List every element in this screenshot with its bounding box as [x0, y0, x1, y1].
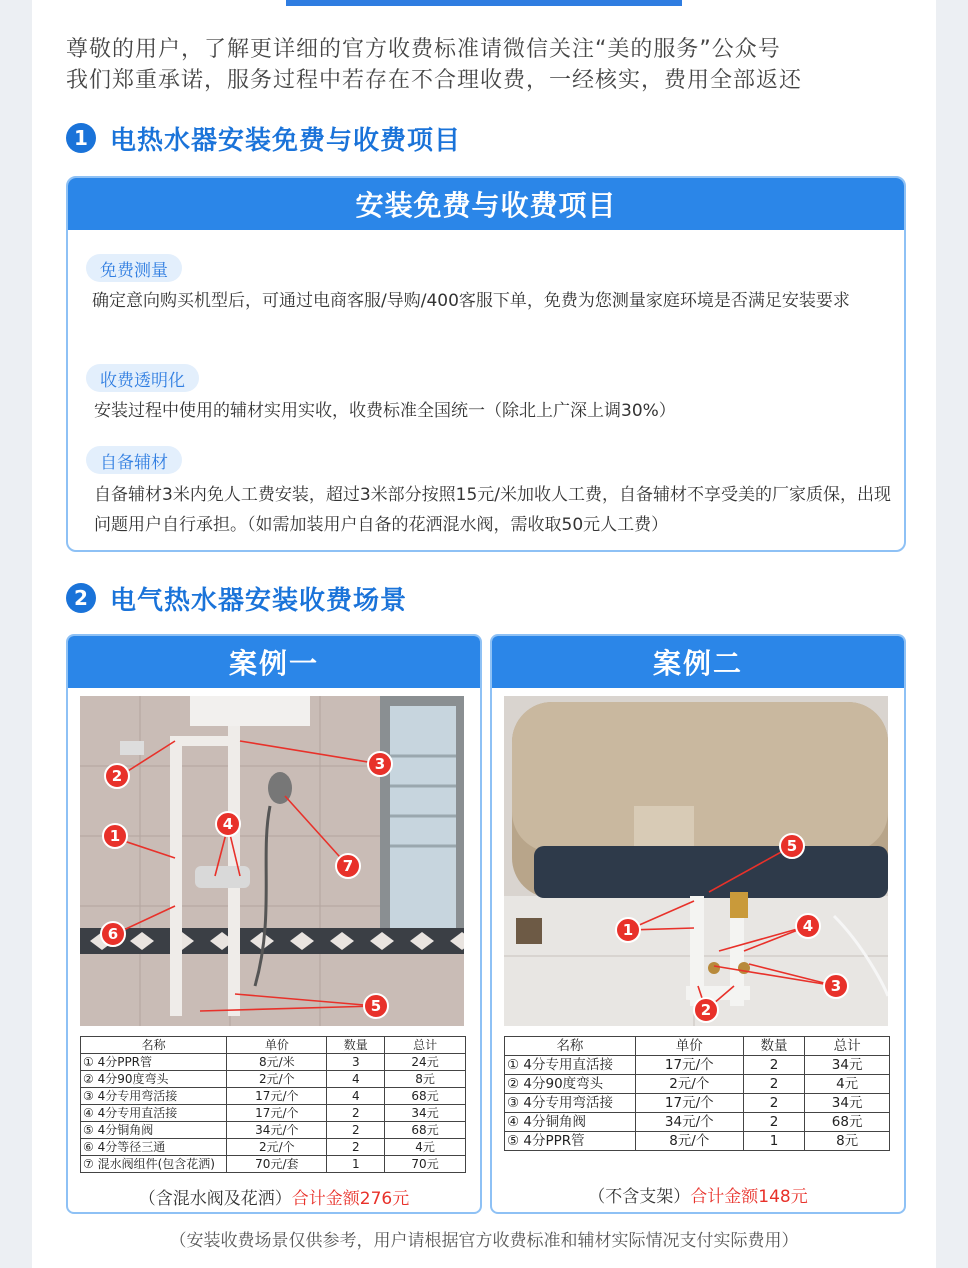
svg-text:3: 3: [374, 755, 386, 773]
case-2-price-table: [504, 1036, 890, 1151]
col-name: 名称: [81, 1037, 227, 1054]
section-2-heading: [66, 578, 407, 618]
notice-line-2: 我们郑重承诺，服务过程中若存在不合理收费，一经核实，费用全部返还: [66, 68, 803, 93]
cell-total: 34元: [385, 1105, 466, 1122]
table-row: [81, 1071, 466, 1088]
section-1-title: 电热水器安装免费与收费项目: [110, 125, 462, 156]
cell-name: ⑥ 4分等径三通: [81, 1139, 227, 1156]
cell-price: 2元/个: [227, 1071, 327, 1088]
cell-total: 34元: [805, 1094, 890, 1113]
svg-text:2: 2: [700, 1001, 712, 1019]
table-row: [81, 1105, 466, 1122]
svg-text:1: 1: [622, 921, 634, 939]
section-2-number: 2: [66, 583, 96, 613]
cell-name: ③ 4分专用弯活接: [81, 1088, 227, 1105]
page: [32, 0, 936, 1268]
case-1-title: 案例一: [68, 636, 480, 688]
table-row: [505, 1056, 890, 1075]
cell-qty: 2: [743, 1075, 805, 1094]
case-1-marker-5: [364, 994, 388, 1018]
table-header-row: [505, 1037, 890, 1056]
case-2-total: 合计金额148元: [690, 1187, 808, 1207]
cell-price: 8元/个: [635, 1132, 743, 1151]
cell-name: ⑤ 4分PPR管: [505, 1132, 636, 1151]
cell-price: 70元/套: [227, 1156, 327, 1173]
svg-text:7: 7: [342, 857, 354, 875]
cell-name: ② 4分90度弯头: [505, 1075, 636, 1094]
case-2-marker-5: [780, 834, 804, 858]
cell-qty: 4: [327, 1071, 385, 1088]
cell-total: 68元: [385, 1088, 466, 1105]
table-row: [505, 1094, 890, 1113]
cell-price: 34元/个: [635, 1113, 743, 1132]
cell-total: 4元: [805, 1075, 890, 1094]
case-1-marker-3: [368, 752, 392, 776]
case-1-marker-2: [105, 764, 129, 788]
case-1-marker-7: [336, 854, 360, 878]
svg-text:5: 5: [786, 837, 798, 855]
case-2-summary: [492, 1182, 904, 1207]
case-2-card: [490, 634, 906, 1214]
cell-name: ④ 4分专用直活接: [81, 1105, 227, 1122]
tag-transparent-fee: 收费透明化: [86, 364, 199, 392]
case-2-marker-4: [796, 914, 820, 938]
cell-name: ① 4分专用直活接: [505, 1056, 636, 1075]
svg-text:2: 2: [111, 767, 123, 785]
table-row: [81, 1156, 466, 1173]
cell-price: 2元/个: [635, 1075, 743, 1094]
case-1-card: [66, 634, 482, 1214]
cell-qty: 2: [327, 1139, 385, 1156]
case-1-marker-6: [101, 922, 125, 946]
cell-total: 68元: [805, 1113, 890, 1132]
svg-text:4: 4: [222, 815, 234, 833]
cell-total: 8元: [805, 1132, 890, 1151]
cell-name: ① 4分PPR管: [81, 1054, 227, 1071]
cell-name: ④ 4分铜角阀: [505, 1113, 636, 1132]
cell-name: ⑦ 混水阀组件(包含花洒): [81, 1156, 227, 1173]
svg-text:4: 4: [802, 917, 814, 935]
case-1-marker-4: [216, 812, 240, 836]
cell-total: 24元: [385, 1054, 466, 1071]
case-2-marker-1: [616, 918, 640, 942]
svg-text:6: 6: [107, 925, 119, 943]
cell-price: 17元/个: [227, 1088, 327, 1105]
case-1-price-table: [80, 1036, 466, 1173]
cell-total: 8元: [385, 1071, 466, 1088]
cell-price: 17元/个: [635, 1056, 743, 1075]
section-2-title: 电气热水器安装收费场景: [110, 585, 408, 616]
col-total: 总计: [805, 1037, 890, 1056]
table-row: [81, 1139, 466, 1156]
tag-free-measure: 免费测量: [86, 254, 182, 282]
cell-price: 17元/个: [635, 1094, 743, 1113]
cell-price: 17元/个: [227, 1105, 327, 1122]
cell-total: 34元: [805, 1056, 890, 1075]
cell-total: 70元: [385, 1156, 466, 1173]
cell-qty: 3: [327, 1054, 385, 1071]
cell-price: 2元/个: [227, 1139, 327, 1156]
case-2-title: 案例二: [492, 636, 904, 688]
cell-name: ⑤ 4分铜角阀: [81, 1122, 227, 1139]
table-row: [505, 1113, 890, 1132]
col-qty: 数量: [327, 1037, 385, 1054]
col-unit-price: 单价: [227, 1037, 327, 1054]
cell-total: 68元: [385, 1122, 466, 1139]
cell-qty: 2: [327, 1122, 385, 1139]
table-header-row: [81, 1037, 466, 1054]
table-row: [505, 1075, 890, 1094]
section-1-number: 1: [66, 123, 96, 153]
case-1-marker-1: [103, 824, 127, 848]
notice-line-1: 尊敬的用户，了解更详细的官方收费标准请微信关注“美的服务”公众号: [66, 37, 781, 62]
col-unit-price: 单价: [635, 1037, 743, 1056]
col-total: 总计: [385, 1037, 466, 1054]
col-qty: 数量: [743, 1037, 805, 1056]
col-name: 名称: [505, 1037, 636, 1056]
table-row: [81, 1088, 466, 1105]
case-2-marker-2: [694, 998, 718, 1022]
cell-qty: 1: [743, 1132, 805, 1151]
cell-qty: 2: [743, 1056, 805, 1075]
table-row: [81, 1122, 466, 1139]
case-2-photo: [504, 696, 888, 1026]
case-1-photo: [80, 696, 464, 1026]
section-1-heading: [66, 118, 461, 158]
top-accent-bar: [286, 0, 682, 6]
table-row: [505, 1132, 890, 1151]
case-1-summary: [68, 1184, 480, 1209]
case-1-total: 合计金额276元: [291, 1189, 410, 1209]
svg-text:3: 3: [830, 977, 842, 995]
table-row: [81, 1054, 466, 1071]
text-own-materials: 自备辅材3米内免人工费安装，超过3米部分按照15元/米加收人工费，自备辅材不享受美的厂家质保，出现问题用户自行承担。（如需加装用户自备的花洒混水阀，需收取50元人工费）: [94, 485, 891, 535]
case-2-note: （不含支架）: [588, 1187, 691, 1207]
cell-qty: 2: [327, 1105, 385, 1122]
text-free-measure: 确定意向购买机型后，可通过电商客服/导购/400客服下单，免费为您测量家庭环境是否满足安装要求: [92, 291, 850, 311]
cell-price: 8元/米: [227, 1054, 327, 1071]
case-1-note: （含混水阀及花洒）: [138, 1189, 292, 1209]
svg-text:5: 5: [370, 997, 382, 1015]
cell-name: ③ 4分专用弯活接: [505, 1094, 636, 1113]
cell-qty: 4: [327, 1088, 385, 1105]
cell-qty: 2: [743, 1113, 805, 1132]
text-transparent-fee: 安装过程中使用的辅材实用实收，收费标准全国统一（除北上广深上调30%）: [94, 401, 676, 421]
svg-text:1: 1: [109, 827, 121, 845]
case-2-marker-3: [824, 974, 848, 998]
footnote: （安装收费场景仅供参考，用户请根据官方收费标准和辅材实际情况支付实际费用）: [169, 1231, 799, 1251]
cell-qty: 2: [743, 1094, 805, 1113]
cell-qty: 1: [327, 1156, 385, 1173]
cell-total: 4元: [385, 1139, 466, 1156]
install-items-box-title: 安装免费与收费项目: [68, 178, 904, 230]
install-items-box: [66, 176, 906, 552]
tag-own-materials: 自备辅材: [86, 446, 182, 474]
cell-name: ② 4分90度弯头: [81, 1071, 227, 1088]
cell-price: 34元/个: [227, 1122, 327, 1139]
service-notice: [66, 34, 906, 96]
